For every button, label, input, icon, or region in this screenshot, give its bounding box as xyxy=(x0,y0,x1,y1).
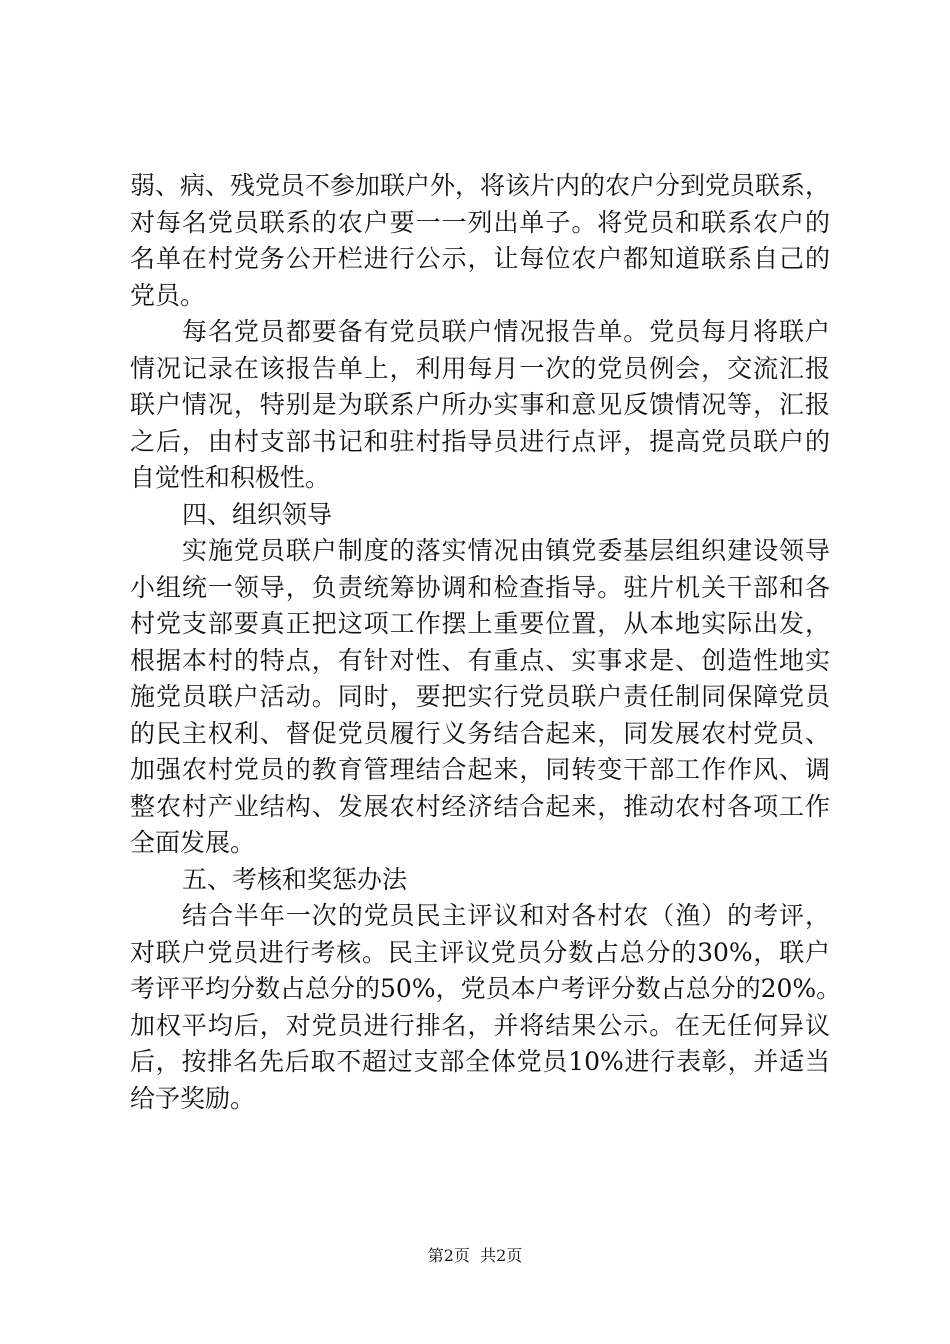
text-line: 自觉性和积极性。 xyxy=(130,463,331,492)
text-line: 对联户党员进行考核。民主评议党员分数占总分的30%，联户 xyxy=(130,937,830,967)
text-line: 之后，由村支部书记和驻村指导员进行点评，提高党员联户的 xyxy=(130,426,830,456)
text-line: 弱、病、残党员不参加联户外，将该片内的农户分到党员联系， xyxy=(130,171,831,200)
text-line: 加强农村党员的教育管理结合起来，同转变干部工作作风、调 xyxy=(130,755,830,784)
section-heading: 四、组织领导 xyxy=(182,499,333,529)
text-line: 全面发展。 xyxy=(130,828,256,857)
paragraph-start-line: 每名党员都要备有党员联户情况报告单。党员每月将联户 xyxy=(182,317,830,346)
text-line: 联户情况，特别是为联系户所办实事和意见反馈情况等，汇报 xyxy=(130,390,830,419)
text-line: 考评平均分数占总分的50%，党员本户考评分数占总分的20%。 xyxy=(130,974,842,1003)
text-line: 加权平均后，对党员进行排名，并将结果公示。在无任何异议 xyxy=(130,1010,830,1040)
body-text xyxy=(130,168,842,1117)
text-line: 给予奖励。 xyxy=(130,1083,256,1113)
page-number: 第2页 共2页 xyxy=(427,1246,523,1265)
text-line: 后，按排名先后取不超过支部全体党员10%进行表彰，并适当 xyxy=(130,1047,830,1076)
text-line: 小组统一领导，负责统筹协调和检查指导。驻片机关干部和各 xyxy=(130,572,830,602)
text-line: 情况记录在该报告单上，利用每月一次的党员例会，交流汇报 xyxy=(130,353,830,383)
paragraph-start-line: 实施党员联户制度的落实情况由镇党委基层组织建设领导 xyxy=(182,536,830,565)
section-heading: 五、考核和奖惩办法 xyxy=(182,864,408,894)
text-line: 施党员联户活动。同时，要把实行党员联户责任制同保障党员 xyxy=(130,682,830,711)
text-line: 名单在村党务公开栏进行公示，让每位农户都知道联系自己的 xyxy=(130,244,830,273)
page-footer xyxy=(0,1246,950,1266)
text-line: 整农村产业结构、发展农村经济结合起来，推动农村各项工作 xyxy=(130,791,830,821)
paragraph-start-line: 结合半年一次的党员民主评议和对各村农（渔）的考评， xyxy=(182,901,830,930)
text-line: 党员。 xyxy=(130,280,206,310)
text-line: 对每名党员联系的农户要一一列出单子。将党员和联系农户的 xyxy=(130,207,830,237)
text-line: 根据本村的特点，有针对性、有重点、实事求是、创造性地实 xyxy=(130,645,830,675)
text-line: 的民主权利、督促党员履行义务结合起来，同发展农村党员、 xyxy=(130,718,830,748)
text-line: 村党支部要真正把这项工作摆上重要位置，从本地实际出发， xyxy=(130,609,830,638)
